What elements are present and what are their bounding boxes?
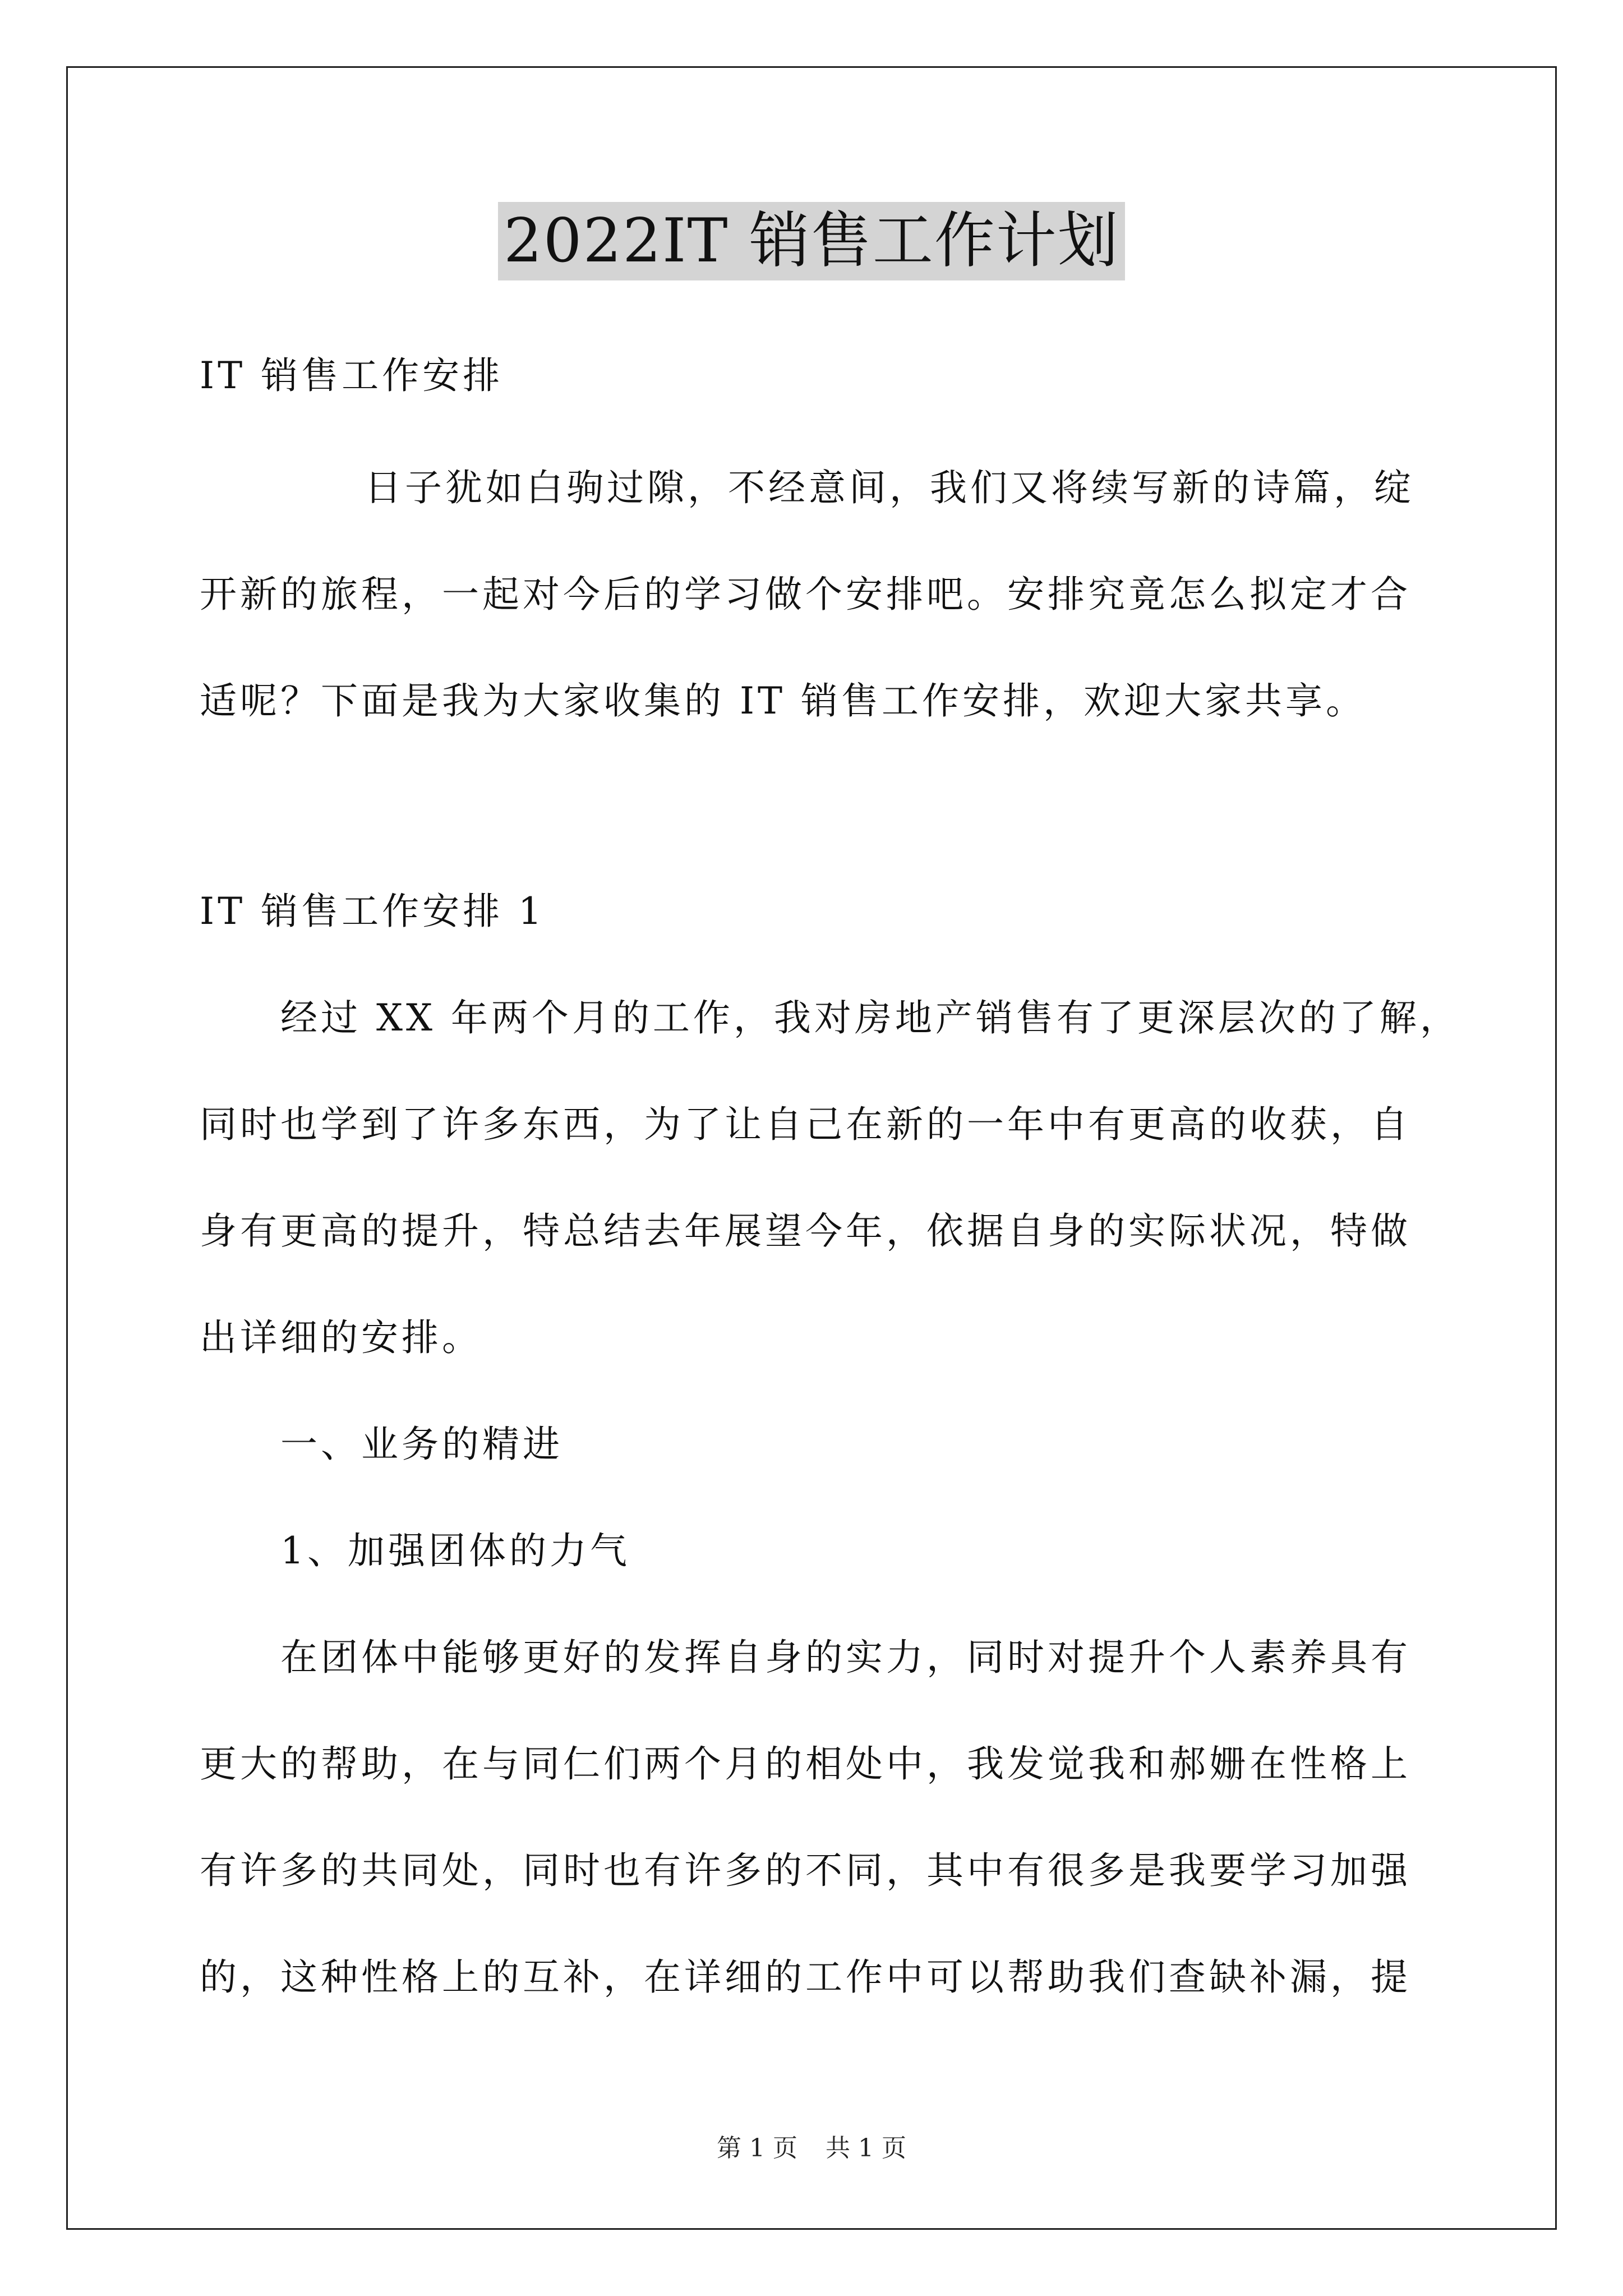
page-total: 共 1 页 bbox=[826, 2134, 906, 2162]
section-heading: IT 销售工作安排 bbox=[200, 354, 504, 397]
title-container bbox=[0, 202, 1623, 280]
paragraph-line: 适呢？下面是我为大家收集的 IT 销售工作安排，欢迎大家共享。 bbox=[200, 679, 1367, 723]
paragraph-line: 出详细的安排。 bbox=[200, 1316, 482, 1359]
list-heading: 一、业务的精进 bbox=[280, 1423, 563, 1466]
section-heading: IT 销售工作安排 1 bbox=[200, 890, 546, 933]
page-footer bbox=[0, 2132, 1623, 2165]
paragraph-line: 在团体中能够更好的发挥自身的实力，同时对提升个人素养具有 bbox=[280, 1636, 1411, 1679]
paragraph-line: 同时也学到了许多东西，为了让自己在新的一年中有更高的收获，自 bbox=[200, 1103, 1411, 1146]
page-number: 第 1 页 bbox=[717, 2134, 797, 2162]
paragraph-line: 的，这种性格上的互补，在详细的工作中可以帮助我们查缺补漏，提 bbox=[200, 1955, 1411, 1999]
document-title: 2022IT 销售工作计划 bbox=[498, 202, 1125, 280]
list-item-heading: 1、加强团体的力气 bbox=[280, 1529, 630, 1572]
paragraph-line: 有许多的共同处，同时也有许多的不同，其中有很多是我要学习加强 bbox=[200, 1849, 1411, 1892]
paragraph-line: 更大的帮助，在与同仁们两个月的相处中，我发觉我和郝姗在性格上 bbox=[200, 1742, 1411, 1786]
paragraph-line: 开新的旅程，一起对今后的学习做个安排吧。安排究竟怎么拟定才合 bbox=[200, 573, 1411, 616]
paragraph-line: 日子犹如白驹过隙，不经意间，我们又将续写新的诗篇，绽 bbox=[365, 466, 1414, 509]
paragraph-line: 经过 XX 年两个月的工作，我对房地产销售有了更深层次的了解， bbox=[280, 996, 1460, 1039]
paragraph-line: 身有更高的提升，特总结去年展望今年，依据自身的实际状况，特做 bbox=[200, 1209, 1411, 1253]
